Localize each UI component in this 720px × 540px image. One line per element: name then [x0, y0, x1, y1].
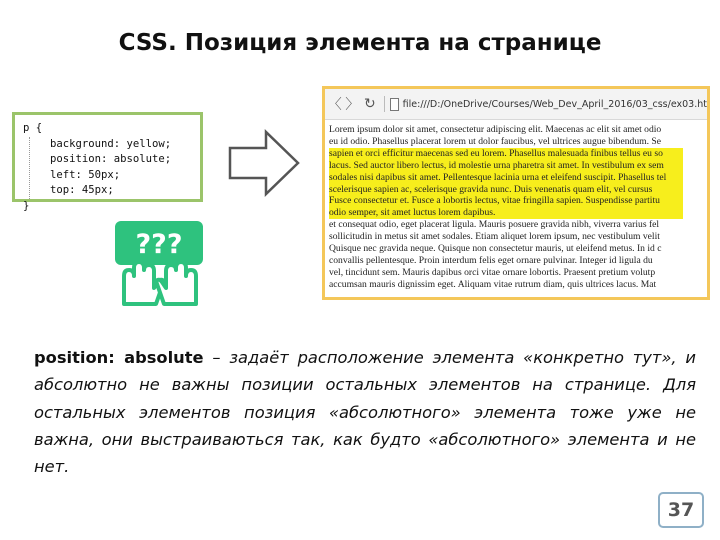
code-line: top: 45px; [50, 184, 114, 196]
browser-page-content [325, 120, 707, 300]
description-term: position: absolute [34, 348, 204, 367]
code-line: left: 50px; [50, 168, 121, 181]
address-bar[interactable]: file:///D:/OneDrive/Courses/Web_Dev_April_2016/03_css/ex03.ht [402, 98, 707, 110]
page-text-line: vel, tincidunt sem. Mauris dapibus orci vitae ornare lobortis. Praesent pretium volutp [329, 266, 656, 278]
arrow-right-icon [226, 128, 302, 198]
highlighted-line: sapien et orci efficitur maecenas sed eu lorem. Phasellus malesuada finibus tellus eu so [329, 147, 663, 159]
page-text-line: sollicitudin in metus sit amet sodales. Etiam aliquet lorem ipsum, nec vestibulum velit [329, 231, 660, 243]
css-code-box [12, 112, 203, 212]
page-text-line: et consequat odio, eget placerat ligula. Mauris posuere gravida nibh, viverra varius fel [329, 219, 660, 231]
page-text-line: Quisque nec gravida neque. Quisque non consectetur mauris, ut eleifend metus. In id c [329, 243, 662, 255]
code-body [29, 137, 192, 199]
highlighted-line: Fusce consectetur et. Fusce a lobortis lectus, vitae fringilla sapien. Suspendisse partitu [329, 195, 660, 207]
highlighted-line: scelerisque sapien ac, scelerisque gravida nunc. Duis venenatis quam elit, vel cursus [329, 183, 653, 195]
page-text-line: accumsan mauris dignissim eget. Aliquam vitae rutrum diam, quis ultrices lacus. Mat [329, 278, 657, 290]
slide-title: CSS. Позиция элемента на странице [118, 30, 602, 56]
browser-screenshot [322, 86, 710, 300]
forward-icon[interactable]: 〉 [345, 97, 360, 113]
svg-text:???: ??? [135, 229, 183, 260]
browser-toolbar [325, 89, 707, 120]
code-close: } [23, 199, 30, 212]
code-line: background: yellow; [50, 137, 172, 150]
hands-question-icon [112, 218, 208, 306]
description-paragraph [34, 344, 696, 480]
reload-icon[interactable]: ↻ [363, 96, 376, 112]
page-icon [390, 98, 398, 111]
page-number: 37 [658, 492, 704, 528]
description-text: – задаёт расположение элемента «конкретно тут», и абсолютно не важны позиции остальных элементов на странице. Для остальных элементов позиция «абсолютного» элемента тоже уже не важна, они выстраиваються так, как будто «абсолютного» элемента и не нет. [34, 348, 696, 477]
page-text-line: eu id odio. Phasellus placerat lorem ut dolor faucibus, vel ultrices augue bibendum. Se [329, 135, 661, 147]
back-icon[interactable]: 〈 [327, 97, 342, 113]
absolute-paragraph [329, 148, 683, 219]
code-line: position: absolute; [50, 153, 172, 165]
highlighted-line: lacus. Sed auctor libero lectus, id molestie urna pharetra sit amet. In vestibulum ex sem [329, 159, 664, 171]
highlighted-line: odio semper, sit amet luctus lorem dapibus. [329, 207, 496, 219]
highlighted-line: sodales nisi dapibus sit amet. Pellentesque lacinia urna et eleifend suscipit. Phasellus tel [329, 171, 667, 183]
page-text-line: Lorem ipsum dolor sit amet, consectetur adipiscing elit. Maecenas ac elit sit amet odio [329, 124, 662, 135]
code-open: p { [23, 122, 43, 134]
toolbar-divider [384, 96, 385, 112]
page-text-line: convallis pellentesque. Proin interdum felis eget ornare pulvinar. Integer id ligula du [329, 254, 653, 266]
